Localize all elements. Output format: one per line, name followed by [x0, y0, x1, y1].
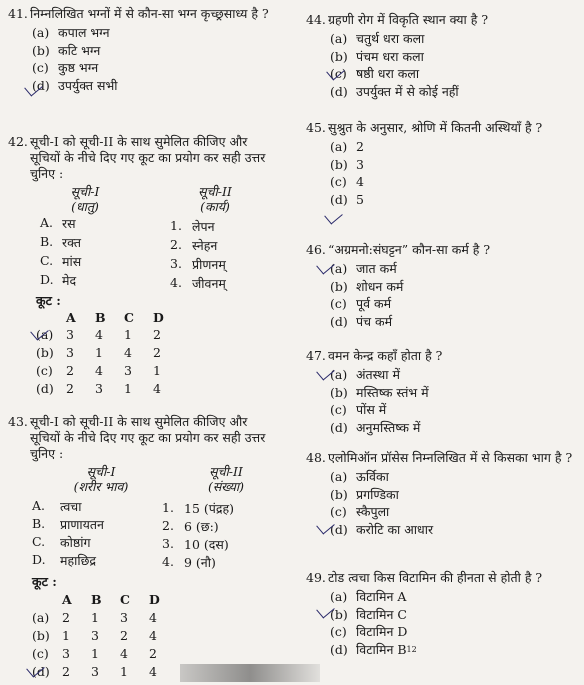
- option-d[interactable]: (d) विटामिन B 12: [330, 641, 417, 657]
- list-ii-item: 3. 10 (दस): [162, 536, 229, 552]
- question-text: “अग्रमनो:संघट्टन” कौन-सा कर्म है ?: [328, 242, 491, 257]
- question-46: [306, 242, 578, 330]
- question-49: [306, 570, 578, 658]
- option-d[interactable]: (d) करोटि का आधार: [330, 521, 434, 537]
- list-i-item: C. कोष्ठांग: [32, 534, 91, 550]
- question-text: सुश्रुत के अनुसार, श्रोणि में कितनी अस्थियाँ है ?: [328, 120, 543, 135]
- list-ii-item: 2. 6 (छ:): [162, 518, 219, 534]
- code-option-c[interactable]: (c) 3 1 4 2: [32, 646, 157, 661]
- list-ii-item: 3. प्रीणनम्: [170, 256, 226, 272]
- list-i-item: A. त्वचा: [32, 498, 82, 514]
- option-a[interactable]: (a) विटामिन A: [330, 589, 407, 604]
- code-label: कूट :: [36, 293, 61, 308]
- list-ii-header: सूची-II (संख्या): [207, 464, 244, 494]
- question-text: निम्नलिखित भग्नों में से कौन-सा भग्न कृच्छ्रसाध्य है ?: [30, 6, 269, 21]
- option-b[interactable]: (b) 3: [330, 156, 364, 172]
- list-i-item: B. रक्त: [40, 234, 81, 250]
- option-a[interactable]: (a) कपाल भग्न: [32, 25, 110, 40]
- question-number: 43.: [8, 414, 28, 429]
- option-a[interactable]: (a) चतुर्थ धरा कला: [330, 31, 425, 46]
- code-label: कूट :: [32, 574, 57, 589]
- list-i-item: B. प्राणायतन: [32, 516, 104, 532]
- list-i-header: सूची-I (धातु): [70, 184, 100, 214]
- option-b[interactable]: (b) विटामिन C: [330, 606, 407, 622]
- list-ii-header: सूची-II (कार्य): [198, 184, 232, 214]
- question-number: 45.: [306, 120, 326, 135]
- option-c[interactable]: (c) स्कैपुला: [330, 504, 390, 519]
- code-option-b[interactable]: (b) 1 3 2 4: [32, 628, 157, 643]
- option-d[interactable]: (d) उपर्युक्त सभी: [32, 77, 118, 93]
- option-d[interactable]: (d) 5: [330, 191, 364, 207]
- option-d[interactable]: (d) उपर्युक्त में से कोई नहीं: [330, 83, 459, 99]
- option-c[interactable]: (c) विटामिन D: [330, 624, 408, 639]
- question-number: 46.: [306, 242, 326, 257]
- code-option-d[interactable]: (d) 2 3 1 4: [32, 664, 157, 679]
- subscript: 12: [406, 644, 417, 654]
- question-number: 47.: [306, 348, 326, 363]
- list-i-header: सूची-I (शरीर भाव): [73, 464, 129, 494]
- code-option-a[interactable]: (a) 3 4 1 2: [36, 327, 161, 342]
- question-number: 42.: [8, 134, 28, 149]
- code-option-b[interactable]: (b) 3 1 4 2: [36, 345, 161, 360]
- question-42: [8, 134, 280, 182]
- option-d[interactable]: (d) पंच कर्म: [330, 313, 393, 329]
- question-47: [306, 348, 578, 436]
- question-45: [306, 120, 578, 208]
- option-c[interactable]: (c) कुष्ठ भग्न: [32, 60, 99, 75]
- option-b[interactable]: (b) कटि भग्न: [32, 42, 101, 58]
- question-text: एलोमिऑन प्रॉसेस निम्नलिखित में से किसका भाग है ?: [328, 450, 573, 465]
- code-option-d[interactable]: (d) 2 3 1 4: [36, 381, 161, 396]
- question-41: [8, 6, 280, 94]
- question-43: [8, 414, 280, 462]
- code-header: A B C D: [66, 310, 164, 325]
- option-b[interactable]: (b) प्रगण्डिका: [330, 486, 399, 502]
- question-text: ग्रहणी रोग में विकृति स्थान क्या है ?: [328, 12, 489, 27]
- answer-tick-mark: [324, 206, 343, 224]
- code-option-c[interactable]: (c) 2 4 3 1: [36, 363, 161, 378]
- list-ii-item: 1. लेपन: [170, 218, 215, 234]
- list-ii-item: 4. जीवनम्: [170, 275, 226, 291]
- question-48: [306, 450, 578, 538]
- option-b[interactable]: (b) पंचम धरा कला: [330, 48, 424, 64]
- option-a[interactable]: (a) 2: [330, 139, 364, 154]
- question-44: [306, 12, 578, 100]
- question-number: 49.: [306, 570, 326, 585]
- question-text: वमन केन्द्र कहाँ होता है ?: [328, 348, 443, 363]
- option-c[interactable]: (c) 4: [330, 174, 364, 189]
- option-c[interactable]: (c) पूर्व कर्म: [330, 296, 392, 311]
- list-i-item: C. मांस: [40, 253, 82, 269]
- option-b[interactable]: (b) मस्तिष्क स्तंभ में: [330, 384, 429, 400]
- list-i-item: D. महाछिद्र: [32, 552, 96, 568]
- code-option-a[interactable]: (a) 2 1 3 4: [32, 610, 157, 625]
- option-a[interactable]: (a) अंतस्था में: [330, 367, 400, 382]
- scan-smudge: [180, 664, 320, 682]
- question-text: सूची-I को सूची-II के साथ सुमेलित कीजिए और सूचियों के नीचे दिए गए कूट का प्रयोग कर सही उत्तर चुनिए :: [30, 414, 266, 461]
- list-ii-item: 1. 15 (पंद्रह): [162, 500, 235, 516]
- question-number: 44.: [306, 12, 326, 27]
- list-ii-item: 4. 9 (नौ): [162, 554, 216, 570]
- code-header: A B C D: [62, 592, 160, 607]
- question-number: 41.: [8, 6, 28, 21]
- list-i-item: A. रस: [40, 215, 76, 231]
- question-number: 48.: [306, 450, 326, 465]
- list-ii-item: 2. स्नेहन: [170, 237, 218, 253]
- option-b[interactable]: (b) शोधन कर्म: [330, 278, 404, 294]
- option-c[interactable]: (c) पोंस में: [330, 402, 387, 417]
- option-c[interactable]: (c) षष्ठी धरा कला: [330, 66, 420, 81]
- option-d[interactable]: (d) अनुमस्तिष्क में: [330, 419, 421, 435]
- question-text: सूची-I को सूची-II के साथ सुमेलित कीजिए और सूचियों के नीचे दिए गए कूट का प्रयोग कर सही उत्तर चुनिए :: [30, 134, 266, 181]
- option-a[interactable]: (a) ऊर्विका: [330, 469, 389, 484]
- option-a[interactable]: (a) जात कर्म: [330, 261, 397, 276]
- question-text: टोड त्वचा किस विटामिन की हीनता से होती है ?: [328, 570, 543, 585]
- list-i-item: D. मेद: [40, 272, 77, 288]
